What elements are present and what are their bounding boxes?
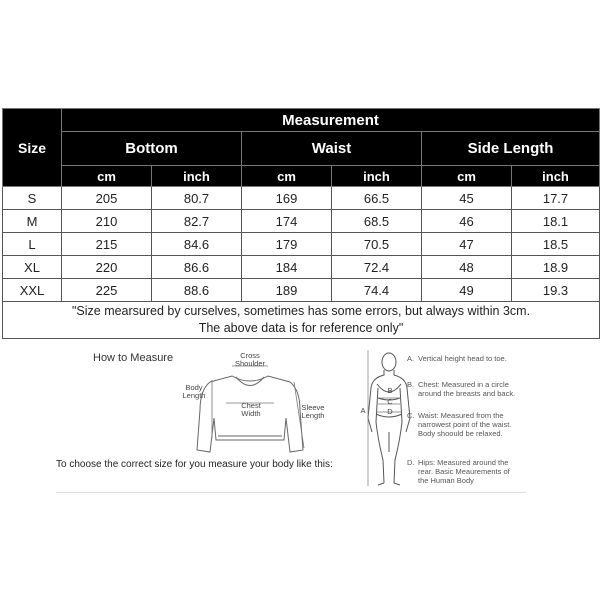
value-cell: 66.5 [332, 187, 422, 210]
unit-header: cm [62, 166, 152, 187]
waist-header: Waist [242, 132, 422, 166]
size-cell: XXL [3, 279, 62, 302]
value-cell: 45 [422, 187, 512, 210]
value-cell: 19.3 [512, 279, 600, 302]
body-letter-b: B [387, 386, 393, 395]
body-measure-lines [368, 350, 402, 486]
value-cell: 70.5 [332, 233, 422, 256]
value-cell: 68.5 [332, 210, 422, 233]
value-cell: 72.4 [332, 256, 422, 279]
unit-header: inch [512, 166, 600, 187]
measuring-guide [0, 340, 600, 500]
legend-letter: B. [407, 380, 415, 389]
sleeve-length-label: Sleeve Length [301, 403, 325, 420]
size-cell: M [3, 210, 62, 233]
value-cell: 86.6 [152, 256, 242, 279]
value-cell: 169 [242, 187, 332, 210]
body-letter-d: D [387, 407, 393, 416]
value-cell: 189 [242, 279, 332, 302]
legend-text: Waist: Measured from the narrowest point of the waist. Body shoould be relaxed. [418, 411, 512, 438]
side-length-header: Side Length [422, 132, 600, 166]
value-cell: 74.4 [332, 279, 422, 302]
value-cell: 46 [422, 210, 512, 233]
value-cell: 18.1 [512, 210, 600, 233]
unit-header: cm [242, 166, 332, 187]
legend-text: Chest: Measured in a circle around the breasts and back. [418, 380, 516, 398]
size-note: "Size mearsured by curselves, sometimes has some errors, but always within 3cm. The above data is for reference only" [3, 302, 600, 339]
value-cell: 205 [62, 187, 152, 210]
body-letter-c: C [387, 397, 393, 406]
unit-header: inch [152, 166, 242, 187]
value-cell: 80.7 [152, 187, 242, 210]
table-row [3, 279, 600, 302]
value-cell: 47 [422, 233, 512, 256]
size-cell: XL [3, 256, 62, 279]
guide-title: How to Measure [93, 352, 174, 364]
value-cell: 17.7 [512, 187, 600, 210]
size-header: Size [3, 109, 62, 187]
legend-text: Hips: Measured around the rear. Basic Meaurements of the Human Body [418, 458, 510, 485]
value-cell: 48 [422, 256, 512, 279]
value-cell: 220 [62, 256, 152, 279]
value-cell: 18.5 [512, 233, 600, 256]
table-body [3, 187, 600, 302]
unit-header: inch [332, 166, 422, 187]
table-row [3, 210, 600, 233]
legend-letter: D. [407, 458, 415, 467]
table-row [3, 256, 600, 279]
body-letter-a: A [360, 406, 366, 415]
value-cell: 88.6 [152, 279, 242, 302]
table-row [3, 187, 600, 210]
value-cell: 184 [242, 256, 332, 279]
divider [56, 492, 526, 493]
value-cell: 18.9 [512, 256, 600, 279]
body-length-label: Body Length [182, 383, 206, 400]
guide-instruction: To choose the correct size for you measure your body like this: [56, 459, 333, 470]
legend-letter: C. [407, 411, 415, 420]
value-cell: 82.7 [152, 210, 242, 233]
value-cell: 225 [62, 279, 152, 302]
size-cell: L [3, 233, 62, 256]
unit-header: cm [422, 166, 512, 187]
value-cell: 84.6 [152, 233, 242, 256]
chest-width-label: Chest Width [241, 401, 261, 418]
measurement-header: Measurement [62, 109, 600, 132]
value-cell: 179 [242, 233, 332, 256]
cross-shoulder-label: Cross Shoulder [234, 351, 266, 368]
value-cell: 215 [62, 233, 152, 256]
value-cell: 174 [242, 210, 332, 233]
bottom-header: Bottom [62, 132, 242, 166]
legend-text: Vertical height head to toe. [418, 354, 507, 363]
legend-letter: A. [407, 354, 415, 363]
value-cell: 210 [62, 210, 152, 233]
body-illustration [368, 353, 410, 485]
size-cell: S [3, 187, 62, 210]
size-chart-table [2, 108, 600, 339]
table-row [3, 233, 600, 256]
value-cell: 49 [422, 279, 512, 302]
